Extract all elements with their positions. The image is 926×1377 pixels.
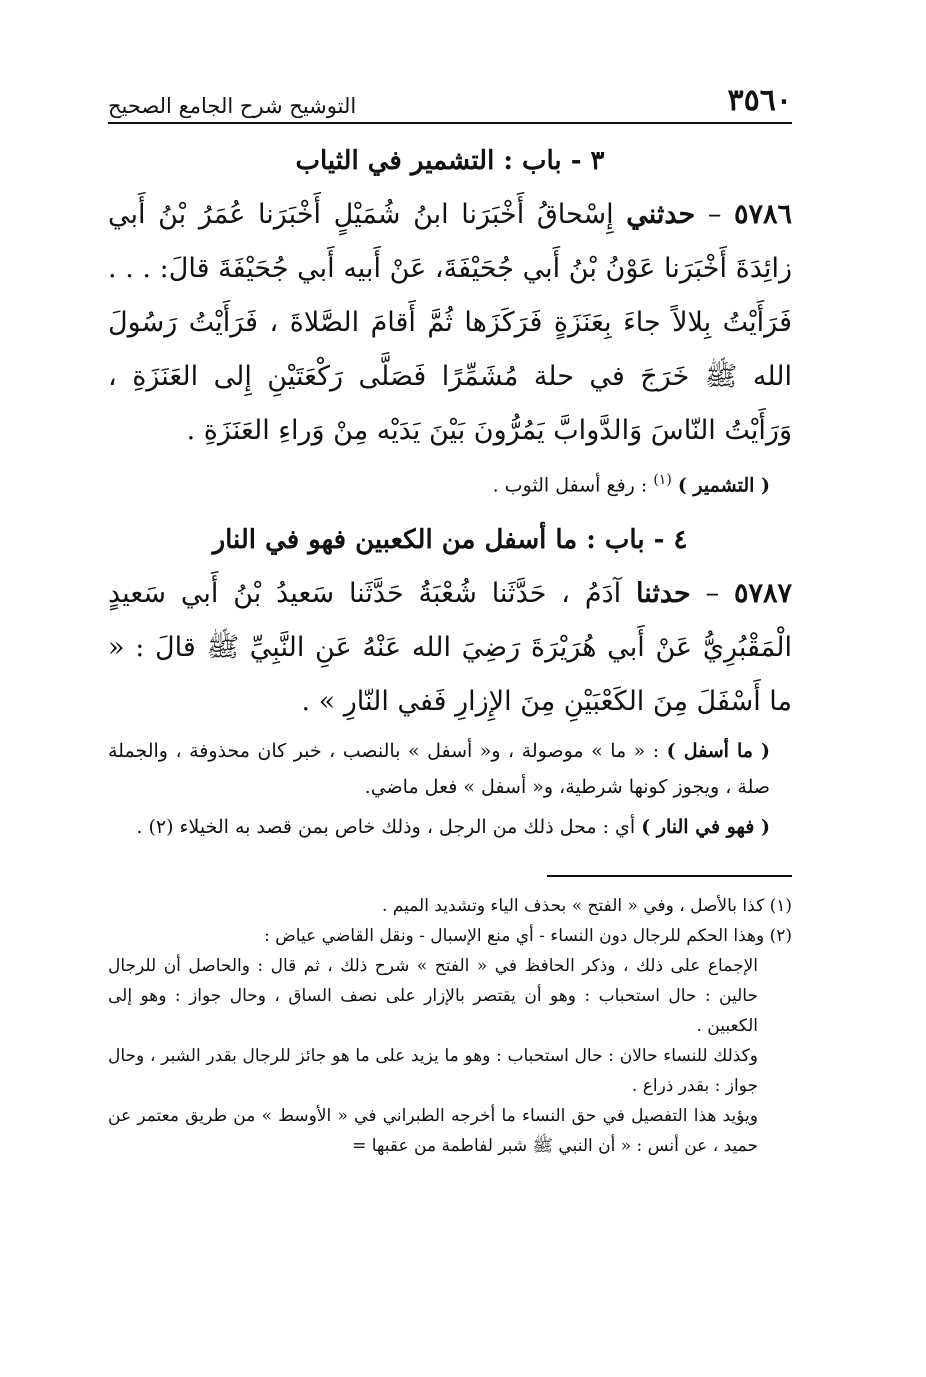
footnote-separator [547, 875, 792, 877]
hadith-body: آدَمُ ، حَدَّثَنا شُعْبَةُ حَدَّثَنا سَعيدُ بْنُ أَبي سَعيدٍ الْمَقْبُرِيُّ عَنْ أَبي هُرَيْرَةَ رَضِيَ الله عَنْهُ عَنِ النَّبِيِّ ﷺ قالَ : « ما أَسْفَلَ مِنَ الكَعْبَيْنِ مِنَ الإِزارِ فَفي النّارِ » . [108, 578, 792, 718]
book-title: التوشيح شرح الجامع الصحيح [108, 94, 357, 118]
page-number: ٣٥٦٠ [727, 83, 792, 118]
hadith-body: إِسْحاقُ أَخْبَرَنا ابنُ شُمَيْلٍ أَخْبَرَنا عُمَرُ بْنُ أَبي زائِدَةَ أَخْبَرَنا عَوْنُ بْنُ أَبي جُحَيْفَةَ، عَنْ أَبيه أَبي جُحَيْفَةَ قالَ: . . . فَرَأَيْتُ بِلالاً جاءَ بِعَنَزَةٍ فَرَكَزَها ثُمَّ أَقامَ الصَّلاةَ ، فَرَأَيْتُ رَسُولَ الله ﷺ خَرَجَ في حلة مُشَمِّرًا فَصَلَّى رَكْعَتَيْنِ إِلى العَنَزَةِ ، وَرَأَيْتُ النّاسَ وَالدَّوابَّ يَمُرُّونَ بَيْنَ يَدَيْه مِنْ وَراءِ العَنَزَةِ . [108, 199, 792, 446]
footnote: (١) كذا بالأصل ، وفي « الفتح » بحذف الياء وتشديد الميم . [381, 896, 792, 917]
commentary-paragraph [108, 733, 792, 805]
commentary-body: : « ما » موصولة ، و« أسفل » بالنصب ، خبر كان محذوفة ، والجملة صلة ، ويجوز كونها شرطية، و« أسفل » فعل ماضي. [108, 740, 770, 799]
footnote-continuation: وكذلك للنساء حالان : حال استحباب : وهو ما يزيد على ما هو جائز للرجال بقدر الشبر ، وحال جواز : بقدر ذراع . [108, 1046, 758, 1097]
book-page [108, 72, 792, 1161]
hadith-number: ٥٧٨٧ [733, 578, 792, 610]
hadith-text [108, 188, 792, 458]
commentary-term: ( ما أسفل ) [666, 740, 770, 763]
commentary-body: أي : محل ذلك من الرجل ، وذلك خاص بمن قصد به الخيلاء (٢) . [136, 816, 636, 839]
commentary-paragraph [108, 462, 792, 503]
dash: – [695, 199, 722, 230]
hadith-lead: حدثنا [635, 578, 691, 610]
running-header [108, 72, 792, 124]
footnote: (٢) وهذا الحكم للرجال دون النساء - أي منع الإسبال - ونقل القاضي عياض : [264, 926, 792, 947]
chapter-title: ٣ - باب : التشمير في الثياب [295, 146, 605, 176]
commentary-paragraph [108, 809, 792, 845]
commentary-term: ( التشمير ) [677, 474, 770, 497]
commentary-body: : رفع أسفل الثوب . [492, 474, 648, 497]
hadith-text [108, 567, 792, 729]
dash: – [690, 578, 720, 610]
hadith-number: ٥٧٨٦ [733, 199, 792, 230]
commentary-term: ( فهو في النار ) [641, 816, 770, 839]
footnote-reference: (١) [653, 472, 672, 488]
footnote-continuation: ويؤيد هذا التفصيل في حق النساء ما أخرجه الطبراني في « الأوسط » من طريق معتمر عن حميد ، عن أنس : « أن النبي ﷺ شبر لفاطمة من عقبها = [108, 1106, 758, 1157]
footnote-continuation: الإجماع على ذلك ، وذكر الحافظ في « الفتح » شرح ذلك ، ثم قال : والحاصل أن للرجال حالين : حال استحباب : وهو أن يقتصر بالإزار على نصف الساق ، وحال جواز : وهو إلى الكعبين . [108, 956, 758, 1037]
chapter-title: ٤ - باب : ما أسفل من الكعبين فهو في النار [212, 525, 688, 556]
hadith-lead: حدثني [626, 199, 696, 230]
